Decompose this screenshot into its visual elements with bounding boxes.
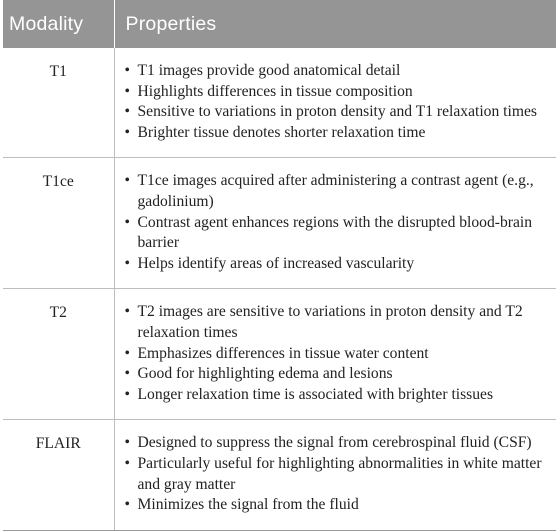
properties-cell — [114, 420, 556, 530]
list-item: • T2 images are sensitive to variations in proton density and T2 relaxation times — [125, 302, 551, 343]
property-list — [125, 302, 551, 405]
modality-cell: T1ce — [3, 158, 114, 289]
table-row — [3, 289, 556, 420]
list-item: • Good for highlighting edema and lesions — [125, 364, 551, 385]
list-item: • Designed to suppress the signal from cerebrospinal fluid (CSF) — [125, 433, 551, 454]
list-item: • Highlights differences in tissue composition — [125, 82, 551, 103]
list-item: • Helps identify areas of increased vascularity — [125, 254, 551, 275]
list-item: • Contrast agent enhances regions with the disrupted blood-brain barrier — [125, 213, 551, 254]
list-item: • Emphasizes differences in tissue water content — [125, 344, 551, 365]
header-row — [3, 0, 556, 48]
properties-cell — [114, 158, 556, 289]
table-row — [3, 48, 556, 158]
list-item: • Sensitive to variations in proton density and T1 relaxation times — [125, 102, 551, 123]
property-list — [125, 171, 551, 274]
list-item: • Brighter tissue denotes shorter relaxation time — [125, 123, 551, 144]
table-header — [3, 0, 556, 48]
list-item: • T1 images provide good anatomical detail — [125, 61, 551, 82]
list-item: • Longer relaxation time is associated with brighter tissues — [125, 385, 551, 406]
list-item: • Minimizes the signal from the fluid — [125, 495, 551, 516]
list-item: • Particularly useful for highlighting abnormalities in white matter and gray matter — [125, 454, 551, 495]
modality-cell: T1 — [3, 48, 114, 158]
header-modality: Modality — [9, 12, 84, 35]
table-row — [3, 420, 556, 530]
header-properties: Properties — [114, 0, 556, 48]
table-row — [3, 158, 556, 289]
list-item: • T1ce images acquired after administering a contrast agent (e.g., gadolinium) — [125, 171, 551, 212]
properties-cell — [114, 289, 556, 420]
property-list — [125, 61, 551, 143]
modality-cell: T2 — [3, 289, 114, 420]
property-list — [125, 433, 551, 515]
modality-cell: FLAIR — [3, 420, 114, 530]
modality-properties-table — [3, 0, 556, 531]
table-body — [3, 48, 556, 530]
properties-cell — [114, 48, 556, 158]
